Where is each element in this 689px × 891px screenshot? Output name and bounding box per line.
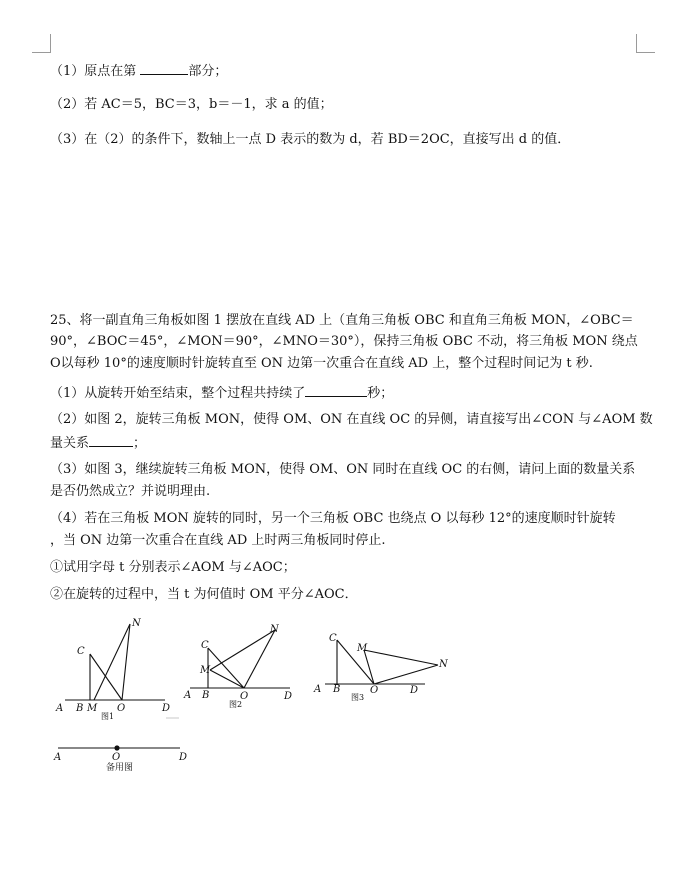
fig1-label-a: A [56,703,64,714]
fig3-label-o: O [370,685,379,696]
q24-part1-text: （1）原点在第 [50,64,141,79]
q24-part3: （3）在（2）的条件下，数轴上一点 D 表示的数为 d，若 BD＝2OC，直接写出 d 的值． [50,132,571,147]
fig2-label-m: M [200,665,211,676]
answer-blank [140,62,188,75]
fig1-label-b: B [76,703,84,714]
fig3-label-c: C [329,633,337,644]
q25-part2-suffix: ； [133,436,147,451]
answer-blank [89,434,133,447]
point-o-dot [114,745,119,750]
q25-part2-line2 [50,434,640,452]
spare-label-o: O [112,752,121,763]
page-corner-mark-right [636,34,655,53]
fig1-label-c: C [77,646,85,657]
q25-part3-line1: （3）如图 3，继续旋转三角板 MON，使得 OM、ON 同时在直线 OC 的右侧，请问上面的数量关系 [50,462,636,477]
q25-part1-text: （1）从旋转开始至结束，整个过程共持续了 [50,386,306,401]
fig3-label-m: M [357,643,368,654]
figure-1 [65,624,165,700]
q25-part4-line1: （4）若在三角板 MON 旋转的同时，另一个三角板 OBC 也绕点 O 以每秒 12°的速度顺时针旋转 [50,511,616,526]
fig3-label-n: N [439,659,448,670]
fig2-label-c: C [201,640,209,651]
q25-intro-line3: O以每秒 10°的速度顺时针旋转直至 ON 边第一次重合在直线 AD 上，整个过程时间记为 t 秒. [50,356,593,371]
fig2-label-a: A [184,690,192,701]
fig1-label-m: M [87,703,98,714]
fig3-caption: 图3 [351,693,365,702]
q25-subpart1: ①试用字母 t 分别表示∠AOM 与∠AOC； [50,560,296,575]
fig1-label-o: O [117,703,126,714]
spare-label-d: D [179,752,188,763]
figure-2 [190,630,290,688]
q25-part3-line2: 是否仍然成立？并说明理由. [50,484,211,499]
fig1-label-n: N [132,618,141,629]
fig3-label-b: B [333,684,341,695]
q25-part2-line1: （2）如图 2，旋转三角板 MON，使得 OM、ON 在直线 OC 的异侧，请直接写出∠CON 与∠AOM 数 [50,412,653,427]
q25-subpart2: ②在旋转的过程中，当 t 为何值时 OM 平分∠AOC． [50,587,358,602]
spare-label-a: A [54,752,62,763]
fig1-label-d: D [162,703,171,714]
q24-part2: （2）若 AC＝5，BC＝3，b＝－1，求 a 的值； [50,97,333,112]
fig2-caption: 图2 [229,700,243,709]
q25-intro-line1: 25、将一副直角三角板如图 1 摆放在直线 AD 上（直角三角板 OBC 和直角三角板 MON，∠OBC＝ [50,313,634,328]
q25-intro-line2: 90°，∠BOC＝45°，∠MON＝90°，∠MNO＝30°），保持三角板 OBC 不动，将三角板 MON 绕点 [50,334,638,349]
page-corner-mark-left [32,34,51,53]
fig2-label-o: O [240,691,249,702]
q25-part4-line2: ，当 ON 边第一次重合在直线 AD 上时两三角板同时停止. [50,533,386,548]
spare-caption: 备用图 [106,763,134,773]
q24-part1-suffix: 部分； [188,64,228,79]
fig2-label-b: B [202,690,210,701]
fig3-label-d: D [410,685,419,696]
answer-blank [305,384,367,397]
fig2-label-n: N [270,624,279,635]
q25-part1 [50,384,640,402]
fig1-caption: 图1 [101,712,115,721]
q25-part2-text: 量关系 [50,436,90,451]
fig3-label-a: A [314,684,322,695]
q25-part1-suffix: 秒； [367,386,394,401]
q24-part1 [50,62,640,80]
figure-3 [325,640,438,684]
fig2-label-d: D [284,691,293,702]
